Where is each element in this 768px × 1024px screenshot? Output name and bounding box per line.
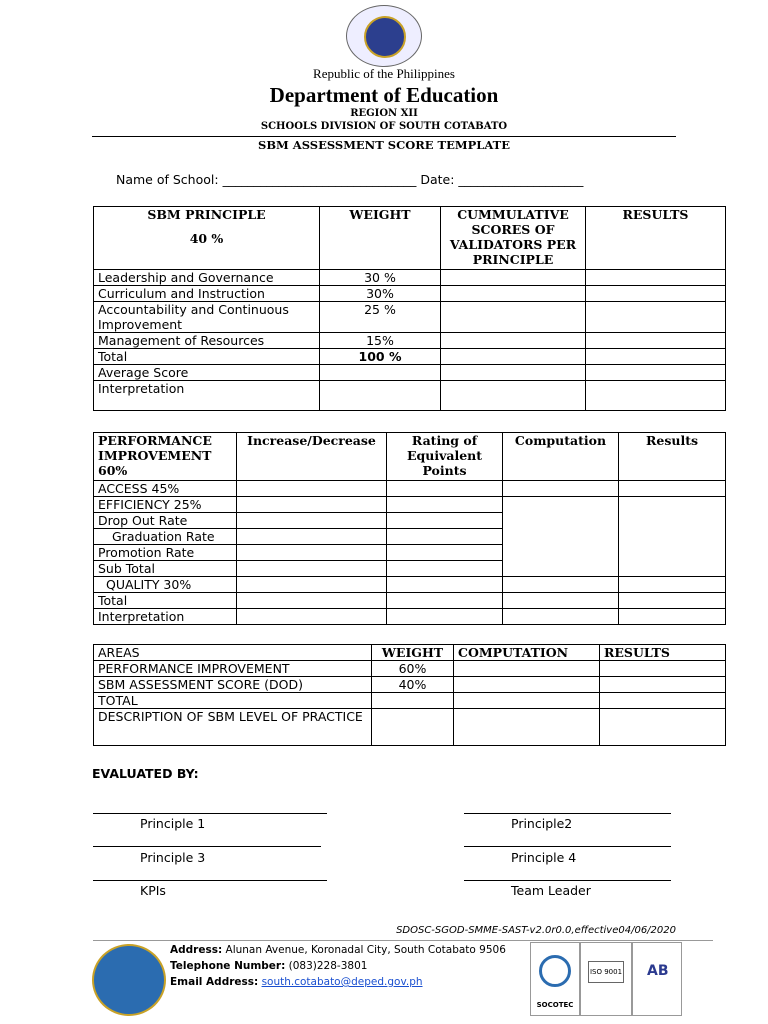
row-label: Promotion Rate [94, 545, 237, 561]
row-weight: 30 % [320, 270, 441, 286]
row-label: Leadership and Governance [94, 270, 320, 286]
row-label: Interpretation [94, 609, 237, 625]
row-label: Curriculum and Instruction [94, 286, 320, 302]
row-label: QUALITY 30% [94, 577, 237, 593]
increase-decrease-header: Increase/Decrease [237, 433, 387, 481]
row-label: Management of Resources [94, 333, 320, 349]
name-of-school-label: Name of School: [116, 172, 219, 187]
row-label: Sub Total [94, 561, 237, 577]
socotec-badge: SOCOTEC [530, 942, 580, 1016]
department-title: Department of Education [269, 83, 499, 107]
weight-header: WEIGHT [372, 645, 454, 661]
signature-line [93, 880, 327, 881]
header-divider [92, 136, 676, 137]
row-label: Drop Out Rate [94, 513, 237, 529]
row-label: TOTAL [94, 693, 372, 709]
email-link[interactable]: south.cotabato@deped.gov.ph [261, 976, 423, 988]
areas-header: AREAS [94, 645, 372, 661]
row-label: ACCESS 45% [94, 481, 237, 497]
email-label: Email Address: [170, 976, 259, 988]
row-label: Average Score [94, 365, 320, 381]
row-label: Graduation Rate [94, 529, 237, 545]
address-label: Address: [170, 944, 223, 956]
date-blank: ____________________ [458, 172, 584, 187]
computation-header: COMPUTATION [454, 645, 600, 661]
signatory-principle-1: Principle 1 [140, 816, 206, 831]
signature-line [93, 813, 327, 814]
performance-improvement-header: PERFORMANCE IMPROVEMENT 60% [94, 433, 237, 481]
row-weight: 100 % [320, 349, 441, 365]
computation-header: Computation [503, 433, 619, 481]
rating-header: Rating of Equivalent Points [387, 433, 503, 481]
signature-line [93, 846, 321, 847]
row-weight: 25 % [320, 302, 441, 333]
republic-text: Republic of the Philippines [313, 66, 455, 81]
sbm-principle-header: SBM PRINCIPLE 40 % [94, 207, 320, 270]
region-text: REGION XII [350, 108, 418, 119]
row-weight: 15% [320, 333, 441, 349]
signatory-principle-4: Principle 4 [511, 850, 577, 865]
sbm-principle-table [93, 206, 726, 411]
address-value: Alunan Avenue, Koronadal City, South Cotabato 9506 [225, 944, 506, 956]
template-title: SBM ASSESSMENT SCORE TEMPLATE [258, 138, 510, 152]
signature-line [464, 813, 671, 814]
row-label: Total [94, 593, 237, 609]
performance-improvement-table [93, 432, 726, 625]
row-label: Interpretation [94, 381, 320, 411]
results-header: RESULTS [600, 645, 726, 661]
document-code: SDOSC-SGOD-SMME-SAST-v2.0r0.0,effective04/06/2020 [396, 925, 676, 936]
signatory-team-leader: Team Leader [511, 883, 591, 898]
phone-label: Telephone Number: [170, 960, 286, 972]
row-weight: 60% [372, 661, 454, 677]
footer-divider [93, 940, 713, 941]
date-label: Date: [420, 172, 455, 187]
row-label: Accountability and Continuous Improvement [94, 302, 320, 333]
row-label: DESCRIPTION OF SBM LEVEL OF PRACTICE [94, 709, 372, 746]
signature-line [464, 846, 671, 847]
row-label: SBM ASSESSMENT SCORE (DOD) [94, 677, 372, 693]
weight-header: WEIGHT [320, 207, 441, 270]
cumulative-scores-header: CUMMULATIVE SCORES OF VALIDATORS PER PRINCIPLE [441, 207, 586, 270]
deped-seal-logo [346, 5, 422, 67]
row-weight: 30% [320, 286, 441, 302]
division-text: SCHOOLS DIVISION OF SOUTH COTABATO [260, 121, 508, 132]
results-header: Results [619, 433, 726, 481]
name-of-school-blank: _______________________________ [222, 172, 417, 187]
phone-value: (083)228-3801 [288, 960, 368, 972]
school-line [116, 172, 583, 187]
iso-9001-badge: ISO 9001 [580, 942, 632, 1016]
row-label: PERFORMANCE IMPROVEMENT [94, 661, 372, 677]
signatory-kpis: KPIs [140, 883, 166, 898]
signatory-principle-2: Principle2 [511, 816, 573, 831]
results-header: RESULTS [586, 207, 726, 270]
division-logo [92, 944, 166, 1016]
ab-accreditation-badge: AB [632, 942, 682, 1016]
signatory-principle-3: Principle 3 [140, 850, 206, 865]
row-label: Total [94, 349, 320, 365]
areas-table [93, 644, 726, 746]
row-weight: 40% [372, 677, 454, 693]
evaluated-by-label: EVALUATED BY: [92, 766, 199, 781]
row-label: EFFICIENCY 25% [94, 497, 237, 513]
signature-line [464, 880, 671, 881]
footer-contact [170, 942, 506, 990]
